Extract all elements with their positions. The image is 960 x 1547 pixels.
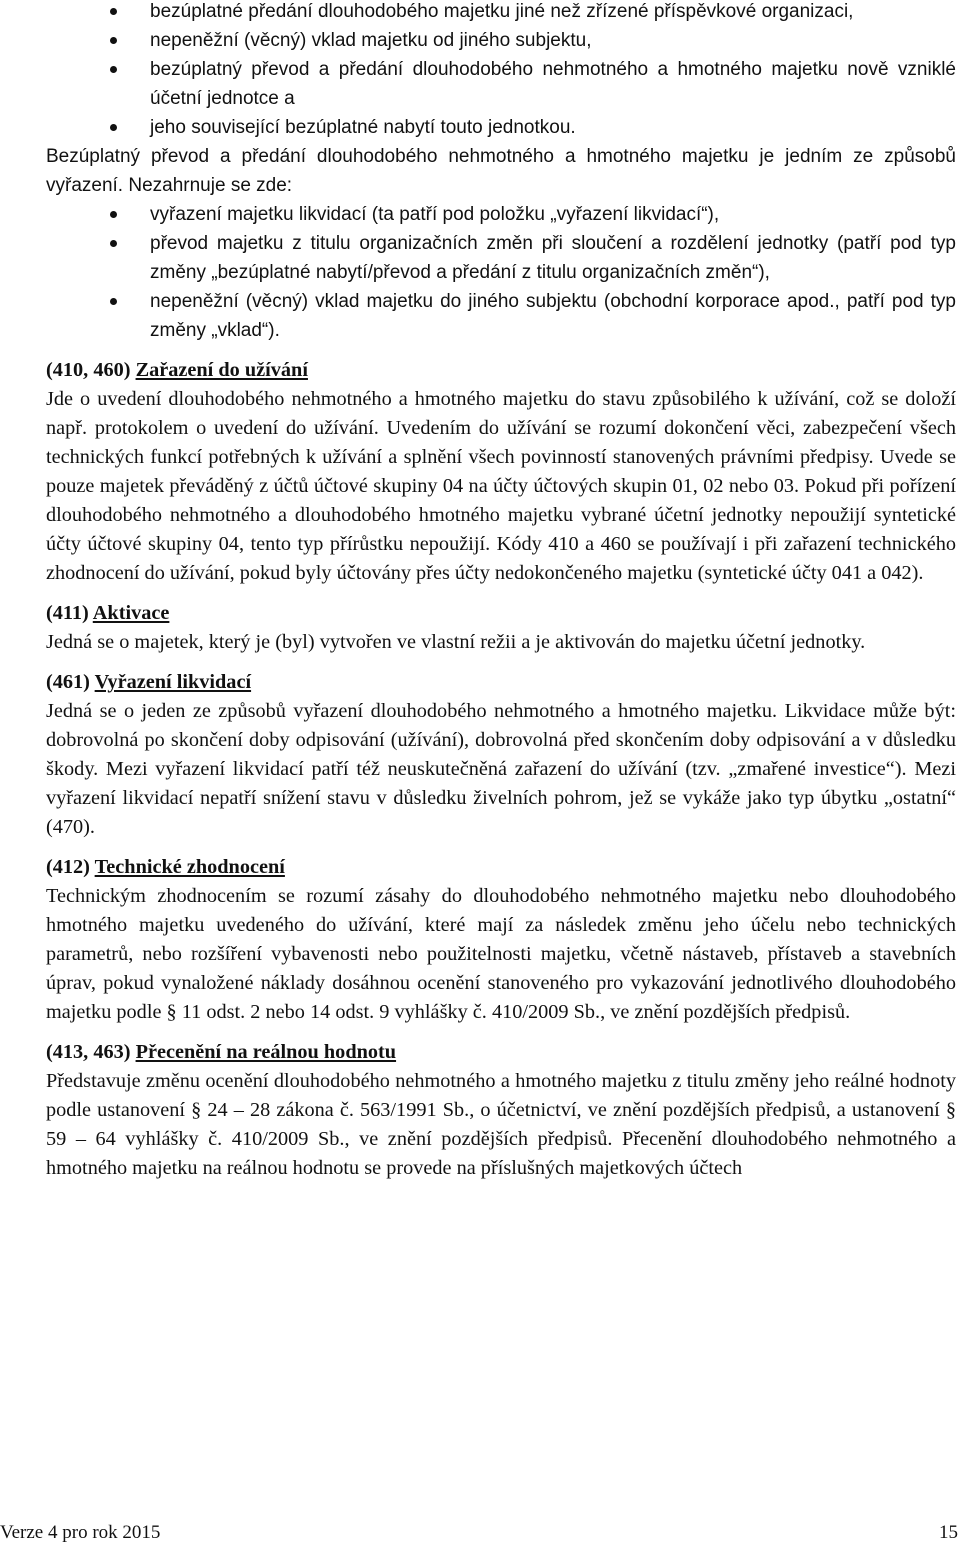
list-item: jeho související bezúplatné nabytí touto jednotkou. xyxy=(46,113,956,142)
section-heading: (461) Vyřazení likvidací xyxy=(46,671,252,693)
section-410-460 xyxy=(46,356,956,588)
section-body: Jde o uvedení dlouhodobého nehmotného a hmotného majetku do stavu způsobilého k užívání, což se doloží např. protokolem o uvedení do užívání. Uvedením do užívání se rozumí dokončení věci, zabezpečení všech technických funkcí potřebných k užívání a splnění všech povinností stanovených právními předpisy. Uvede se pouze majetek převáděný z účtů účtové skupiny 04 na účty účtových skupin 01, 02 nebo 03. Pokud při pořízení dlouhodobého nehmotného a dlouhodobého hmotného majetku vybrané účetní jednotky nepoužijí syntetické účty účtové skupiny 04, tento typ přírůstku nepoužijí. Kódy 410 a 460 se používají i při zařazení technického zhodnocení do užívání, pokud byly účtovány přes účty nedokončeného majetku (syntetické účty 041 a 042). xyxy=(46,388,956,584)
bullet-icon xyxy=(110,211,117,218)
bullet-icon xyxy=(110,37,117,44)
bullet-icon xyxy=(110,298,117,305)
section-body: Jedná se o majetek, který je (byl) vytvořen ve vlastní režii a je aktivován do majetku účetní jednotky. xyxy=(46,631,866,653)
footer-version: Verze 4 pro rok 2015 xyxy=(0,1522,161,1543)
section-heading: (410, 460) Zařazení do užívání xyxy=(46,359,308,381)
list-item: bezúplatný převod a předání dlouhodobého nehmotného a hmotného majetku nově vzniklé účetní jednotce a xyxy=(46,55,956,113)
exclusion-bullet-list xyxy=(46,200,956,345)
page-content xyxy=(46,0,956,1183)
section-413-463 xyxy=(46,1038,956,1183)
list-item: vyřazení majetku likvidací (ta patří pod položku „vyřazení likvidací“), xyxy=(46,200,956,229)
page-footer xyxy=(0,1521,958,1545)
page-number: 15 xyxy=(939,1522,958,1543)
list-item: převod majetku z titulu organizačních změn při sloučení a rozdělení jednotky (patří pod typ změny „bezúplatné nabytí/převod a předání z titulu organizačních změn“), xyxy=(46,229,956,287)
bullet-icon xyxy=(110,8,117,15)
list-item: bezúplatné předání dlouhodobého majetku jiné než zřízené příspěvkové organizaci, xyxy=(46,0,956,26)
section-body: Představuje změnu ocenění dlouhodobého nehmotného a hmotného majetku z titulu změny jeho reálné hodnoty podle ustanovení § 24 – 28 zákona č. 563/1991 Sb., o účetnictví, ve znění pozdějších předpisů, a ustanovení § 59 – 64 vyhlášky č. 410/2009 Sb., ve znění pozdějších předpisů. Přecenění dlouhodobého nehmotného a hmotného majetku na reálnou hodnotu se provede na příslušných majetkových účtech xyxy=(46,1070,956,1179)
list-item: nepeněžní (věcný) vklad majetku od jiného subjektu, xyxy=(46,26,956,55)
intro-paragraph: Bezúplatný převod a předání dlouhodobého nehmotného a hmotného majetku je jedním ze způsobů vyřazení. Nezahrnuje se zde: xyxy=(46,146,956,196)
section-body: Jedná se o jeden ze způsobů vyřazení dlouhodobého nehmotného a hmotného majetku. Likvidace může být: dobrovolná po skončení doby odpisování (užívání), dobrovolná před skončením doby odpisování a v důsledku škody. Mezi vyřazení likvidací patří též neuskutečněná zařazení do užívání (tzv. „zmařené investice“). Mezi vyřazení likvidací nepatří snížení stavu v důsledku živelních pohrom, jež se vykáže jako typ úbytku „ostatní“ (470). xyxy=(46,700,956,838)
section-412 xyxy=(46,853,956,1027)
bullet-icon xyxy=(110,124,117,131)
section-body: Technickým zhodnocením se rozumí zásahy do dlouhodobého nehmotného majetku nebo dlouhodobého hmotného majetku uvedeného do užívání, které mají za následek změnu jeho účelu nebo technických parametrů, nebo rozšíření vybavenosti nebo použitelnosti majetku, včetně nástaveb, přístaveb a stavebních úprav, pokud vynaložené náklady dosáhnou ocenění stanoveného pro vykazování jednotlivého dlouhodobého majetku podle § 11 odst. 2 nebo 14 odst. 9 vyhlášky č. 410/2009 Sb., ve znění pozdějších předpisů. xyxy=(46,885,956,1023)
section-heading: (413, 463) Přecenění na reálnou hodnotu xyxy=(46,1041,397,1063)
section-heading: (411) Aktivace xyxy=(46,602,170,624)
top-bullet-list xyxy=(46,0,956,142)
list-item: nepeněžní (věcný) vklad majetku do jiného subjektu (obchodní korporace apod., patří pod typ změny „vklad“). xyxy=(46,287,956,345)
section-heading: (412) Technické zhodnocení xyxy=(46,856,285,878)
section-411 xyxy=(46,599,956,657)
section-461 xyxy=(46,668,956,842)
bullet-icon xyxy=(110,66,117,73)
bullet-icon xyxy=(110,240,117,247)
